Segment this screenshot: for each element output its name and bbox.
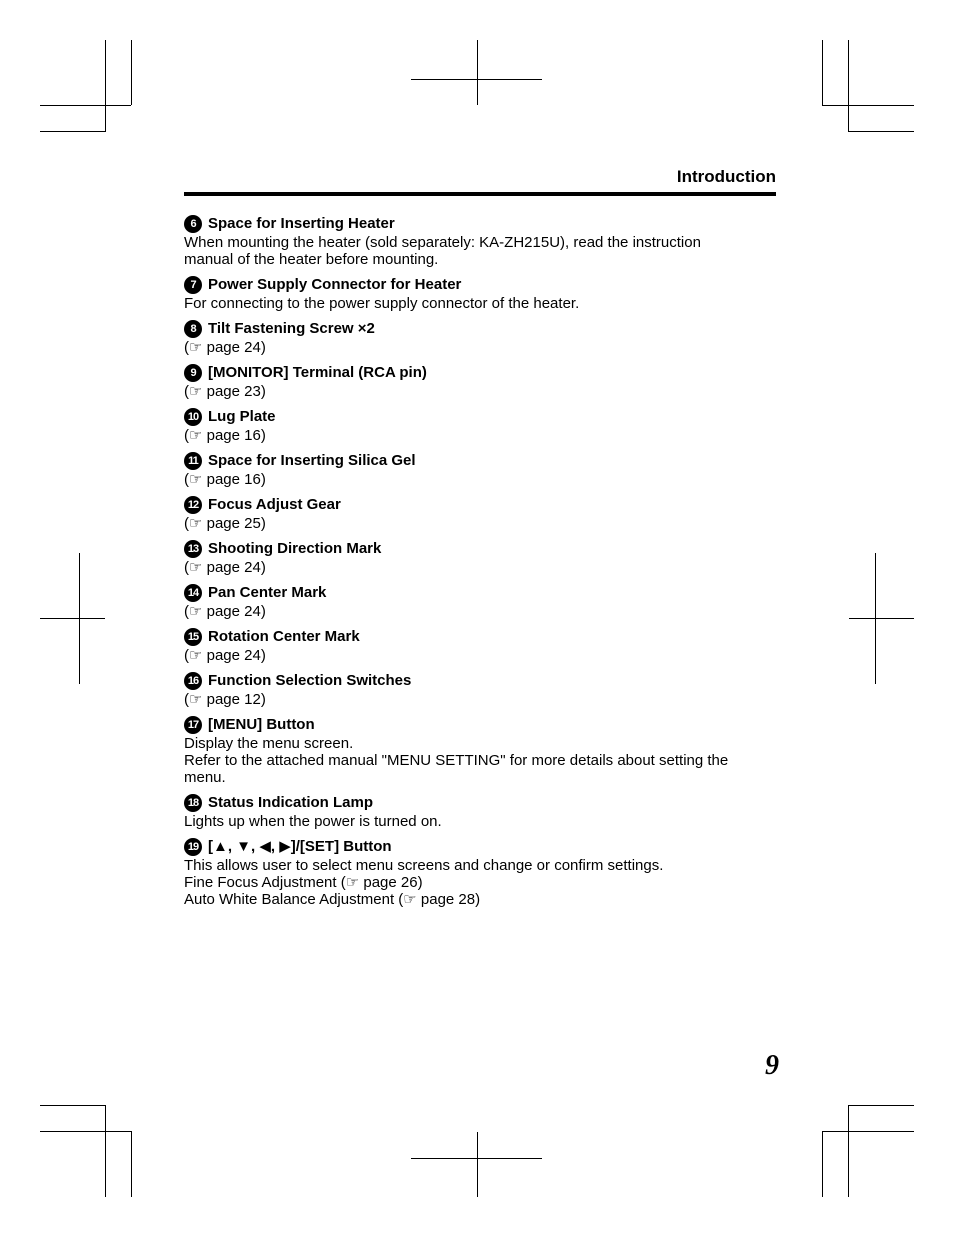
circled-number-icon: 14 [184,584,202,602]
crop-mark-line [131,1131,132,1197]
crop-mark-line [822,40,823,105]
crop-mark-line [848,1105,914,1106]
header-rule [184,192,776,196]
description-line: (☞ page 16) [184,427,266,444]
item-title: Lug Plate [208,408,276,425]
description-line: Lights up when the power is turned on. [184,813,442,830]
item-title: [▲, ▼, ◀, ▶]/[SET] Button [208,838,392,855]
item-title: [MENU] Button [208,716,315,733]
description-line: (☞ page 25) [184,515,266,532]
item-title: Shooting Direction Mark [208,540,382,557]
item-heading [184,715,784,735]
crop-mark-line [40,131,105,132]
crop-mark-line [40,1105,105,1106]
description-line: For connecting to the power supply connector of the heater. [184,295,580,312]
item-title: Function Selection Switches [208,672,412,689]
item-description [184,647,784,664]
crop-mark-line [477,1132,478,1197]
crop-mark-line [822,1131,823,1197]
item-description [184,559,784,576]
crop-mark-line [105,40,106,132]
list-item [184,671,784,708]
item-description [184,339,784,356]
description-line: menu. [184,769,226,786]
circled-number-icon: 10 [184,408,202,426]
item-title: Focus Adjust Gear [208,496,341,513]
circled-number-icon: 9 [184,364,202,382]
description-line: Refer to the attached manual "MENU SETTING" for more details about setting the [184,752,729,769]
circled-number-icon: 12 [184,496,202,514]
description-line: (☞ page 12) [184,691,266,708]
circled-number-icon: 8 [184,320,202,338]
circled-number-icon: 17 [184,716,202,734]
crop-mark-line [40,618,105,619]
crop-mark-line [822,1131,914,1132]
item-title: Tilt Fastening Screw ×2 [208,320,375,337]
item-heading [184,214,784,234]
page-number: 9 [765,1050,779,1081]
item-heading [184,319,784,339]
description-line: (☞ page 24) [184,339,266,356]
circled-number-icon: 11 [184,452,202,470]
item-title: Space for Inserting Heater [208,215,395,232]
item-heading [184,407,784,427]
list-item [184,539,784,576]
list-item [184,837,784,908]
item-description [184,691,784,708]
item-list [184,214,784,915]
list-item [184,275,784,312]
item-heading [184,671,784,691]
crop-mark-line [848,131,914,132]
circled-number-icon: 6 [184,215,202,233]
description-line: Auto White Balance Adjustment (☞ page 28) [184,891,481,908]
crop-mark-line [105,1105,106,1197]
item-heading [184,793,784,813]
list-item [184,627,784,664]
item-title: [MONITOR] Terminal (RCA pin) [208,364,427,381]
circled-number-icon: 16 [184,672,202,690]
list-item [184,407,784,444]
item-title: Rotation Center Mark [208,628,360,645]
item-heading [184,363,784,383]
crop-mark-line [411,79,542,80]
item-description [184,427,784,444]
description-line: This allows user to select menu screens and change or confirm settings. [184,857,664,874]
item-description [184,383,784,400]
crop-mark-line [822,105,914,106]
item-description [184,603,784,620]
circled-number-icon: 18 [184,794,202,812]
crop-mark-line [849,618,914,619]
list-item [184,495,784,532]
crop-mark-line [477,40,478,105]
item-heading [184,837,784,857]
item-heading [184,451,784,471]
item-heading [184,583,784,603]
item-description [184,295,784,312]
list-item [184,583,784,620]
list-item [184,451,784,488]
crop-mark-line [411,1158,542,1159]
list-item [184,319,784,356]
section-title: Introduction [676,167,776,186]
description-line: Fine Focus Adjustment (☞ page 26) [184,874,423,891]
list-item [184,363,784,400]
circled-number-icon: 19 [184,838,202,856]
circled-number-icon: 7 [184,276,202,294]
crop-mark-line [40,105,131,106]
item-description [184,471,784,488]
item-title: Pan Center Mark [208,584,327,601]
description-line: (☞ page 23) [184,383,266,400]
item-description [184,857,784,908]
crop-mark-line [848,1105,849,1197]
circled-number-icon: 13 [184,540,202,558]
item-heading [184,627,784,647]
item-title: Power Supply Connector for Heater [208,276,462,293]
description-line: (☞ page 24) [184,647,266,664]
item-description [184,735,784,786]
description-line: (☞ page 16) [184,471,266,488]
item-heading [184,495,784,515]
description-line: (☞ page 24) [184,559,266,576]
crop-mark-line [848,40,849,132]
crop-mark-line [131,40,132,105]
list-item [184,214,784,268]
item-title: Status Indication Lamp [208,794,374,811]
circled-number-icon: 15 [184,628,202,646]
item-description [184,234,784,268]
item-title: Space for Inserting Silica Gel [208,452,416,469]
crop-mark-line [40,1131,131,1132]
description-line: (☞ page 24) [184,603,266,620]
description-line: When mounting the heater (sold separately: KA-ZH215U), read the instruction [184,234,701,251]
item-description [184,813,784,830]
description-line: manual of the heater before mounting. [184,251,439,268]
item-description [184,515,784,532]
item-heading [184,539,784,559]
description-line: Display the menu screen. [184,735,354,752]
list-item [184,793,784,830]
item-heading [184,275,784,295]
list-item [184,715,784,786]
